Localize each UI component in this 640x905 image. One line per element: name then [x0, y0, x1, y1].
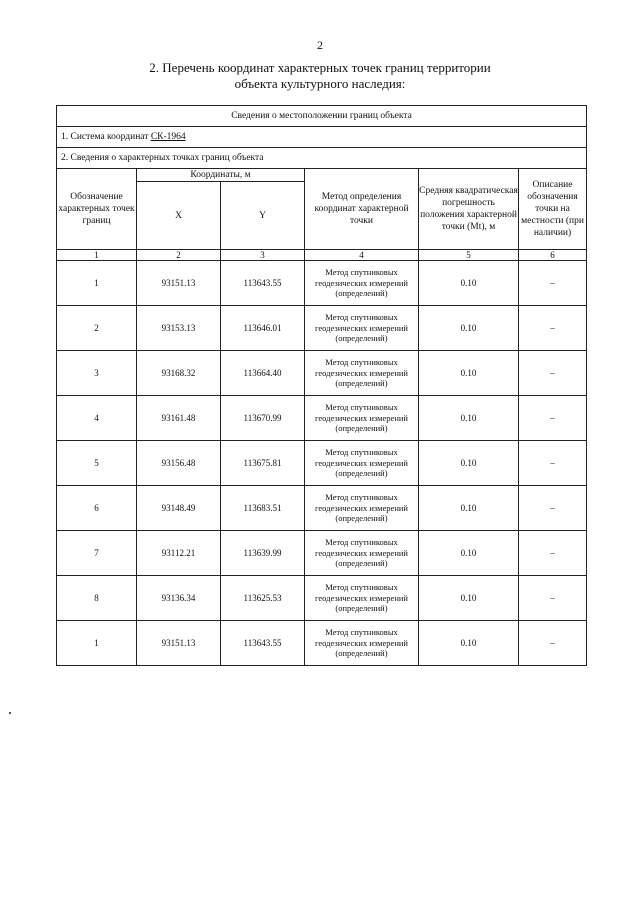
cell-description: – [519, 486, 587, 531]
cell-point: 1 [57, 621, 137, 666]
header-x: X [137, 182, 221, 250]
column-number: 3 [221, 250, 305, 261]
cell-point: 7 [57, 531, 137, 576]
column-number: 2 [137, 250, 221, 261]
cell-error: 0.10 [419, 621, 519, 666]
column-number: 1 [57, 250, 137, 261]
cell-error: 0.10 [419, 576, 519, 621]
table-row [57, 441, 587, 486]
header-description: Описание обозначения точки на местности (при наличии) [519, 169, 587, 250]
header-y: Y [221, 182, 305, 250]
cell-y: 113625.53 [221, 576, 305, 621]
table-row [57, 486, 587, 531]
title-line-2: объекта культурного наследия: [234, 76, 406, 91]
coord-system-label: 1. Система координат [61, 132, 151, 142]
stray-mark [9, 712, 11, 714]
header-coordinates: Координаты, м [137, 169, 305, 182]
cell-method: Метод спутниковых геодезических измерений (определений) [305, 261, 419, 306]
cell-point: 6 [57, 486, 137, 531]
points-label: 2. Сведения о характерных точках границ объекта [57, 148, 587, 169]
section-title: Сведения о местоположении границ объекта [57, 106, 587, 127]
cell-error: 0.10 [419, 531, 519, 576]
cell-x: 93112.21 [137, 531, 221, 576]
cell-method: Метод спутниковых геодезических измерений (определений) [305, 441, 419, 486]
table-row [57, 531, 587, 576]
cell-point: 3 [57, 351, 137, 396]
column-number: 5 [419, 250, 519, 261]
page-number: 2 [317, 38, 323, 52]
column-number: 4 [305, 250, 419, 261]
document-title [90, 60, 550, 92]
cell-y: 113646.01 [221, 306, 305, 351]
cell-y: 113639.99 [221, 531, 305, 576]
cell-method: Метод спутниковых геодезических измерений (определений) [305, 621, 419, 666]
cell-point: 8 [57, 576, 137, 621]
coord-system-row [57, 127, 587, 148]
header-error: Средняя квадратическая погрешность положения характерной точки (Mt), м [419, 169, 519, 250]
table-row [57, 306, 587, 351]
cell-point: 2 [57, 306, 137, 351]
cell-description: – [519, 621, 587, 666]
cell-method: Метод спутниковых геодезических измерений (определений) [305, 306, 419, 351]
table-row [57, 396, 587, 441]
cell-error: 0.10 [419, 351, 519, 396]
cell-method: Метод спутниковых геодезических измерений (определений) [305, 531, 419, 576]
cell-y: 113643.55 [221, 261, 305, 306]
cell-y: 113675.81 [221, 441, 305, 486]
cell-method: Метод спутниковых геодезических измерений (определений) [305, 351, 419, 396]
cell-description: – [519, 576, 587, 621]
cell-description: – [519, 441, 587, 486]
cell-y: 113664.40 [221, 351, 305, 396]
column-number: 6 [519, 250, 587, 261]
cell-y: 113670.99 [221, 396, 305, 441]
cell-point: 1 [57, 261, 137, 306]
cell-method: Метод спутниковых геодезических измерений (определений) [305, 486, 419, 531]
cell-x: 93161.48 [137, 396, 221, 441]
coord-system-value: СК-1964 [150, 132, 186, 142]
cell-method: Метод спутниковых геодезических измерений (определений) [305, 396, 419, 441]
cell-error: 0.10 [419, 486, 519, 531]
cell-x: 93148.49 [137, 486, 221, 531]
header-point-designation: Обозначение характерных точек границ [57, 169, 137, 250]
coordinates-table [56, 105, 587, 666]
cell-x: 93168.32 [137, 351, 221, 396]
cell-description: – [519, 261, 587, 306]
cell-method: Метод спутниковых геодезических измерений (определений) [305, 576, 419, 621]
cell-x: 93151.13 [137, 621, 221, 666]
table-row [57, 261, 587, 306]
cell-y: 113643.55 [221, 621, 305, 666]
cell-x: 93153.13 [137, 306, 221, 351]
cell-point: 5 [57, 441, 137, 486]
cell-y: 113683.51 [221, 486, 305, 531]
cell-description: – [519, 396, 587, 441]
table-row [57, 621, 587, 666]
cell-error: 0.10 [419, 441, 519, 486]
cell-x: 93136.34 [137, 576, 221, 621]
cell-error: 0.10 [419, 306, 519, 351]
cell-point: 4 [57, 396, 137, 441]
cell-error: 0.10 [419, 261, 519, 306]
table-row [57, 351, 587, 396]
title-line-1: 2. Перечень координат характерных точек границ территории [149, 60, 491, 75]
cell-description: – [519, 531, 587, 576]
cell-x: 93156.48 [137, 441, 221, 486]
column-numbers-row [57, 250, 587, 261]
cell-error: 0.10 [419, 396, 519, 441]
cell-x: 93151.13 [137, 261, 221, 306]
header-method: Метод определения координат характерной точки [305, 169, 419, 250]
cell-description: – [519, 351, 587, 396]
cell-description: – [519, 306, 587, 351]
table-row [57, 576, 587, 621]
